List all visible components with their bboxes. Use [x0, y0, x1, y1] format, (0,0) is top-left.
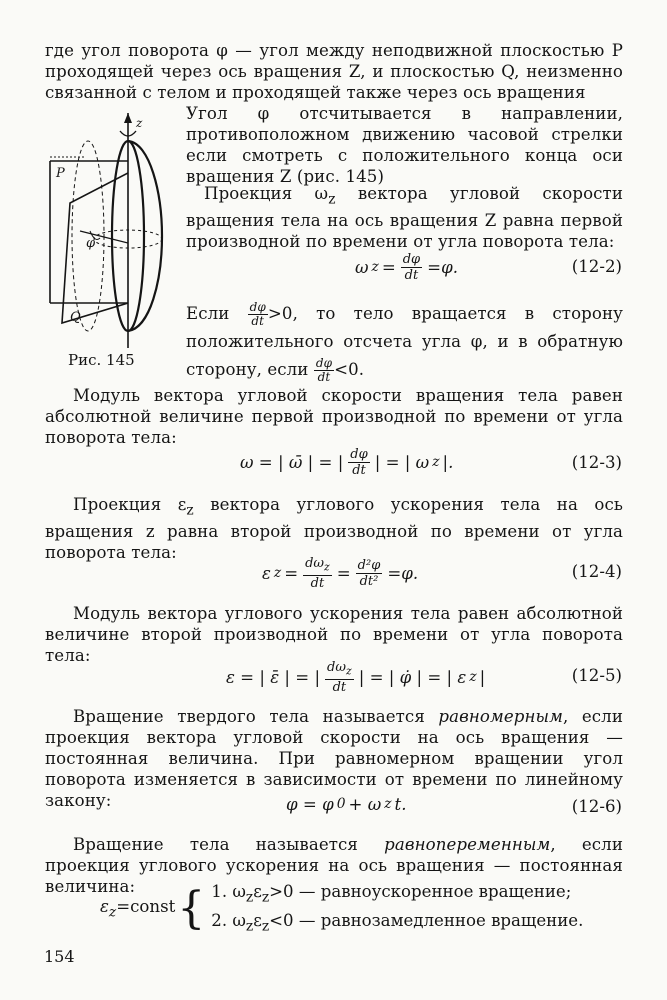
- eq-12-2-rhs: =φ.: [427, 258, 458, 277]
- if-frac-num: dφ: [249, 300, 266, 314]
- eq-12-2-lhs: ω: [355, 258, 369, 277]
- equation-12-6: [286, 794, 406, 815]
- if-rest: >0, то тело вращается в сторону положительного отсчета угла φ, и в обратную сторону, если: [186, 304, 624, 379]
- eq-12-3-rhs: | = | ω: [374, 453, 430, 472]
- equation-12-5: [226, 660, 485, 695]
- cases-brace: {: [177, 883, 206, 935]
- eq-12-3-num: dφ: [350, 447, 368, 462]
- eq-12-5-number: (12-5): [571, 666, 622, 685]
- eq-12-5-tail: |: [479, 667, 486, 687]
- label-z: z: [136, 116, 143, 130]
- equation-12-3: [240, 447, 453, 478]
- eq-12-3-rhs-sub: z: [432, 454, 440, 470]
- eq-12-5-lhs: ε = | ε̄ | = |: [226, 667, 321, 687]
- eq-12-2-fraction: [401, 252, 422, 283]
- eq-12-2-den: dt: [404, 268, 419, 283]
- eq-12-6-sub0: 0: [336, 796, 346, 812]
- angle-direction-paragraph: Угол φ отсчитывается в направлении, противоположном движению часовой стрелки если смотреть с положительного конца оси вращения Z (рис. 145): [186, 104, 623, 186]
- intro-paragraph: где угол поворота φ — угол между неподвижной плоскостью P проходящей через ось вращения Z, и плоскостью Q, неизменно связанной с телом и проходящей также через ось вращения: [45, 41, 623, 102]
- label-p: P: [56, 166, 65, 181]
- eq-12-5-num: $d\omega_z$: [327, 660, 352, 678]
- eq-12-6-tail: t.: [394, 795, 407, 814]
- eq-12-4-rhs: =φ.: [387, 563, 419, 583]
- if-frac-den-2: dt: [317, 370, 331, 384]
- eq-12-6-lhs: φ = φ: [286, 795, 334, 814]
- uniform-a: Вращение твердого тела называется: [73, 707, 439, 726]
- figure-145: [40, 113, 185, 385]
- rotation-diagram: [40, 113, 185, 385]
- if-frac-den: dt: [251, 314, 265, 328]
- figure-caption: Рис. 145: [68, 351, 135, 369]
- modulus-velocity-paragraph: Модуль вектора угловой скорости вращения тела равен абсолютной величине первой производной по времени от угла поворота тела:: [45, 386, 623, 447]
- modulus-accel-paragraph: Модуль вектора углового ускорения тела равен абсолютной величине второй производной по времени от угла поворота тела:: [45, 604, 623, 665]
- case-2: 2. $\omega_z\varepsilon_z<0$ — равнозамедленное вращение.: [211, 911, 584, 935]
- eq-12-5-rhs: | = | φ̇ | = | ε: [358, 667, 467, 687]
- accel-intro: Проекция ε: [73, 495, 187, 514]
- cases-lines: [211, 880, 583, 939]
- eq-12-4-den-1: dt: [310, 575, 325, 591]
- eq-12-4-num-2: d²φ: [357, 557, 381, 573]
- accel-sub: z: [186, 502, 194, 519]
- eq-12-5-fraction: [325, 660, 354, 695]
- label-q: Q: [70, 310, 81, 325]
- eq-12-3-tail: |.: [442, 453, 454, 472]
- eq-12-2-num: dφ: [402, 252, 421, 267]
- eq-12-6-number: (12-6): [571, 797, 622, 816]
- uniform-term: равномерным: [438, 707, 563, 726]
- accel-projection-paragraph: [45, 494, 623, 563]
- variable-b: , если проекция углового ускорения на ось вращения — постоянная величина:: [45, 835, 623, 896]
- label-phi: φ: [86, 236, 96, 251]
- if-fraction: [248, 301, 268, 328]
- projection-sub: z: [328, 191, 336, 208]
- variable-a: Вращение тела называется: [73, 835, 385, 854]
- if-rest-2: <0.: [334, 360, 365, 379]
- page-number: 154: [44, 947, 75, 966]
- case-1: 1. $\omega_z\varepsilon_z>0$ — равноускоренное вращение;: [211, 882, 572, 906]
- eq-12-3-den: dt: [352, 463, 366, 478]
- eq-12-3-lhs: ω = | ω̄ | = |: [240, 453, 344, 472]
- eq-12-4-number: (12-4): [571, 562, 622, 581]
- sign-paragraph: [186, 300, 623, 384]
- equation-12-4: ε z = $\frac{d\omega_z}{dt}$ = $\frac{\text{d²φ}}{\text{dt²}}$ =φ.: [262, 556, 419, 591]
- eq-12-4-lhs-sub: z: [273, 564, 282, 581]
- eq-12-5-rhs-sub: z: [469, 668, 477, 685]
- eq-12-2-lhs-sub: z: [371, 259, 379, 275]
- if-label: Если: [186, 304, 230, 323]
- if-fraction-2: [314, 357, 334, 384]
- projection-paragraph: [186, 183, 623, 252]
- eq-12-3-fraction: [348, 447, 369, 478]
- accel-rest: вектора углового ускорения тела на ось вращения z равна второй производной по времени от угла поворота тела:: [45, 495, 623, 563]
- variable-term: равнопеременным: [384, 835, 551, 854]
- eq-12-4-lhs: ε: [262, 563, 271, 583]
- cases-lhs: $\varepsilon_z=const$: [100, 896, 176, 920]
- projection-intro: Проекция ω: [204, 184, 329, 203]
- eq-12-3-number: (12-3): [571, 453, 622, 472]
- projection-rest: вектора угловой скорости вращения тела на ось вращения Z равна первой производной по времени от угла поворота тела:: [186, 184, 623, 252]
- eq-12-2-number: (12-2): [571, 257, 622, 276]
- uniform-b: , если проекция вектора угловой скорости на ось вращения — постоянная величина. При равномерном вращении угол поворота изменяется в зависимости от времени по линейному закону:: [45, 707, 623, 810]
- if-frac-num-2: dφ: [315, 356, 333, 370]
- cases-block: [100, 880, 583, 939]
- eq-12-4-fraction-1: [303, 556, 332, 591]
- equation-12-2: ω z = $\frac{d\varphi}{dt}$ =φ.: [355, 252, 458, 283]
- eq-12-6-subz: z: [384, 796, 392, 812]
- eq-12-5-den: dt: [332, 679, 347, 695]
- eq-12-6-mid: + ω: [348, 795, 382, 814]
- eq-12-4-den-2: dt²: [359, 573, 379, 589]
- eq-12-4-num-1: $d\omega_z$: [305, 556, 330, 574]
- eq-12-4-fraction-2: [356, 558, 383, 589]
